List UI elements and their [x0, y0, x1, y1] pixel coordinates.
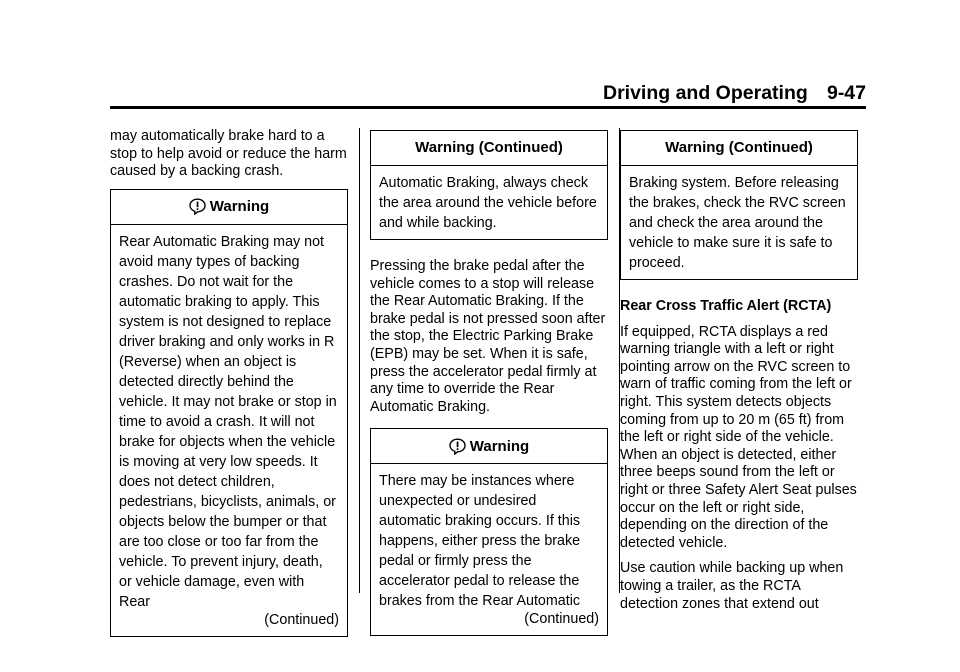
column-2 [370, 128, 608, 636]
body-paragraph: Use caution while backing up when towing a trailer, as the RCTA detection zones that extend out [620, 560, 844, 612]
warning-title-text: Warning (Continued) [415, 139, 563, 157]
warning-title [371, 429, 607, 464]
warning-box-continued [620, 130, 858, 280]
header-rule [110, 106, 866, 109]
warning-bubble-icon [189, 198, 206, 215]
warning-body [371, 464, 607, 635]
column-3 [620, 128, 858, 621]
intro-paragraph: may automatically brake hard to a stop to help avoid or reduce the harm caused by a backing crash. [110, 128, 347, 180]
continued-label: (Continued) [524, 611, 599, 628]
warning-box [370, 428, 608, 636]
warning-title-text: Warning (Continued) [665, 139, 813, 157]
warning-box [110, 189, 348, 637]
warning-title [111, 190, 347, 225]
warning-box-continued [370, 130, 608, 240]
warning-body [371, 166, 607, 239]
section-heading: Rear Cross Traffic Alert (RCTA) [620, 298, 832, 314]
warning-text: Braking system. Before releasing the brakes, check the RVC screen and check the area around the vehicle to make sure it is safe to proceed. [629, 175, 846, 271]
warning-text: Automatic Braking, always check the area around the vehicle before and while backing. [379, 175, 597, 231]
page-number: 9-47 [826, 82, 866, 104]
continued-label: (Continued) [264, 611, 339, 628]
warning-title-text: Warning [209, 197, 270, 215]
warning-bubble-icon [449, 438, 466, 455]
body-paragraph: Pressing the brake pedal after the vehicle comes to a stop will release the Rear Automatic Braking. If the brake pedal is not pressed soon after the stop, the Electric Parking Brake (EPB) may be set. When it is safe, press the accelerator pedal firmly at any time to override the Rear Automatic Braking. [370, 258, 606, 415]
warning-body [111, 225, 347, 636]
warning-title [371, 131, 607, 166]
column-divider [359, 128, 360, 593]
warning-title-text: Warning [469, 437, 530, 455]
body-paragraph: If equipped, RCTA displays a red warning triangle with a left or right pointing arrow on the RVC screen to warn of traffic coming from the left or right. This system detects objects coming from up to 20 m (65 ft) from the left or right side of the vehicle. When an object is detected, either three beeps sound from the left or right or three Safety Alert Seat pulses occur on the left or right side, depending on the direction of the detected vehicle. [620, 323, 857, 551]
warning-text: There may be instances where unexpected or undesired automatic braking occurs. If this happens, either press the brake pedal or firmly press the accelerator pedal to release the brakes from the Rear Automatic [379, 473, 581, 610]
warning-text: Rear Automatic Braking may not avoid many types of backing crashes. Do not wait for the automatic braking to apply. This system is not designed to replace driver braking and only works in R (Reverse) when an object is detected directly behind the vehicle. It may not brake or stop in time to avoid a crash. It will not brake for objects when the vehicle is moving at very low speeds. It does not detect children, pedestrians, bicyclists, animals, or objects below the bumper or that are too close or too far from the vehicle. To prevent injury, death, or vehicle damage, even with Rear [119, 233, 337, 610]
page-header [603, 82, 866, 104]
warning-title [621, 131, 857, 166]
section-title: Driving and Operating [603, 82, 808, 104]
warning-body [621, 166, 857, 279]
column-1 [110, 128, 348, 637]
